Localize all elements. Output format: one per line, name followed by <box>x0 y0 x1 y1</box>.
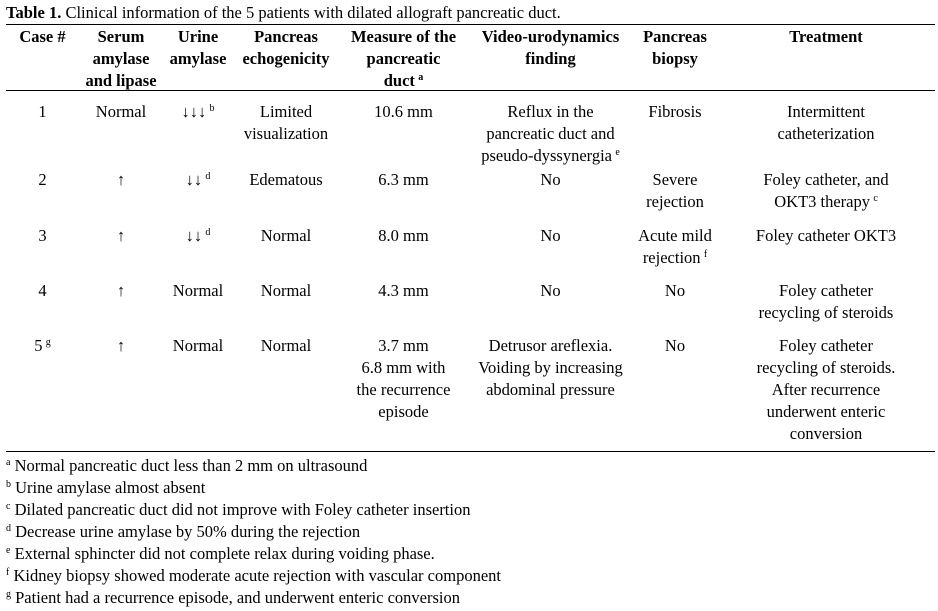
cell-line: the recurrence <box>356 380 451 399</box>
footnote <box>6 521 501 543</box>
cell-line: and lipase <box>85 71 157 90</box>
footnote <box>6 499 501 521</box>
cell-line: Urine <box>177 27 219 46</box>
cell-line: OKT3 therapy <box>774 192 870 211</box>
cell-line: Foley catheter <box>779 281 873 300</box>
footnote-mark: g <box>6 589 11 600</box>
cell-line: Normal <box>95 102 147 121</box>
cell-line: ↓↓↓ <box>181 102 207 121</box>
footnote-mark: d <box>6 523 11 534</box>
table-row <box>6 169 935 225</box>
table-row <box>6 335 935 445</box>
cell-line: 8.0 mm <box>378 226 429 245</box>
cell-line: conversion <box>789 424 863 443</box>
cell-line: 10.6 mm <box>374 102 433 121</box>
table-cell <box>233 335 339 445</box>
column-header <box>233 26 339 92</box>
table-cell <box>79 92 163 169</box>
cell-line: amylase <box>169 49 227 68</box>
cell-line: visualization <box>243 124 329 143</box>
cell-line: Measure of the <box>350 27 457 46</box>
table-cell <box>633 280 717 335</box>
footnote-text: External sphincter did not complete relax during voiding phase. <box>14 544 435 563</box>
cell-line: amylase <box>92 49 150 68</box>
cell-line: ↑ <box>116 226 126 245</box>
cell-line: 6.3 mm <box>378 170 429 189</box>
table-cell <box>717 280 935 335</box>
footnote-text: Kidney biopsy showed moderate acute rejection with vascular component <box>13 566 501 585</box>
table-cell <box>79 169 163 225</box>
cell-line: finding <box>525 49 576 68</box>
footnote-mark: c <box>6 501 11 512</box>
table-cell <box>6 92 79 169</box>
footnote-mark: f <box>6 567 10 578</box>
footnote-mark: b <box>209 103 215 114</box>
table-cell <box>79 335 163 445</box>
footnote-mark: e <box>615 147 620 158</box>
table-cell <box>233 280 339 335</box>
cell-line: ↓↓ <box>185 170 203 189</box>
cell-line: Normal <box>260 336 312 355</box>
table-cell <box>717 335 935 445</box>
footnote-mark: e <box>6 545 11 556</box>
cell-line: Treatment <box>789 27 863 46</box>
footnote-text: Urine amylase almost absent <box>15 478 206 497</box>
table-caption <box>6 3 561 23</box>
table-cell <box>233 169 339 225</box>
footnote-mark: d <box>205 171 211 182</box>
cell-line: rejection <box>646 192 704 211</box>
cell-line: abdominal pressure <box>486 380 615 399</box>
header-row <box>6 26 935 92</box>
cell-line: Detrusor areflexia. <box>488 336 613 355</box>
cell-line: No <box>540 281 561 300</box>
cell-line: No <box>540 226 561 245</box>
footnote-mark: b <box>6 479 11 490</box>
caption-label: Table 1. <box>6 3 62 22</box>
top-rule <box>6 24 935 25</box>
column-header <box>717 26 935 92</box>
table-cell <box>339 335 468 445</box>
cell-line: Case # <box>19 27 66 46</box>
caption-text: Clinical information of the 5 patients with dilated allograft pancreatic duct. <box>61 3 561 22</box>
cell-line: ↑ <box>116 170 126 189</box>
table-cell <box>633 169 717 225</box>
cell-line: Serum <box>97 27 145 46</box>
cell-line: pancreatic duct and <box>486 124 615 143</box>
table-cell <box>6 169 79 225</box>
cell-line: Normal <box>260 281 312 300</box>
cell-line: Foley catheter <box>779 336 873 355</box>
footnote-mark: g <box>45 337 51 348</box>
table-cell <box>717 169 935 225</box>
cell-line: Pancreas <box>643 27 707 46</box>
cell-line: No <box>540 170 561 189</box>
cell-line: ↑ <box>116 336 126 355</box>
cell-line: Normal <box>260 226 312 245</box>
cell-line: Edematous <box>249 170 323 189</box>
footnote-text: Patient had a recurrence episode, and underwent enteric conversion <box>15 588 460 607</box>
footnote-text: Dilated pancreatic duct did not improve with Foley catheter insertion <box>14 500 471 519</box>
cell-line: Foley catheter OKT3 <box>755 226 897 245</box>
table-body <box>6 92 935 445</box>
table-cell <box>717 92 935 169</box>
table-cell <box>79 280 163 335</box>
table-cell <box>163 169 233 225</box>
table-cell <box>717 225 935 280</box>
footnote-mark: a <box>6 457 11 468</box>
footnote <box>6 477 501 499</box>
table-cell <box>6 280 79 335</box>
cell-line: catheterization <box>777 124 875 143</box>
table-cell <box>633 225 717 280</box>
table-cell <box>468 280 633 335</box>
table-cell <box>6 225 79 280</box>
table-cell <box>468 92 633 169</box>
table-cell <box>339 280 468 335</box>
cell-line: Reflux in the <box>507 102 594 121</box>
cell-line: 3 <box>38 226 47 245</box>
footnotes <box>6 455 501 609</box>
cell-line: echogenicity <box>242 49 330 68</box>
cell-line: 4 <box>38 281 47 300</box>
cell-line: ↓↓ <box>185 226 203 245</box>
footnote <box>6 565 501 587</box>
cell-line: ↑ <box>116 281 126 300</box>
footnote-mark: c <box>873 193 878 204</box>
cell-line: 3.7 mm <box>378 336 429 355</box>
footnote-mark: f <box>703 249 708 260</box>
cell-line: Voiding by increasing <box>478 358 623 377</box>
bottom-rule <box>6 451 935 452</box>
cell-line: recycling of steroids <box>758 303 894 322</box>
cell-line: duct <box>383 71 415 90</box>
table-cell <box>633 335 717 445</box>
table-cell <box>468 169 633 225</box>
table-cell <box>6 335 79 445</box>
cell-line: biopsy <box>652 49 698 68</box>
cell-line: Fibrosis <box>648 102 702 121</box>
table-row <box>6 225 935 280</box>
cell-line: 5 <box>34 336 43 355</box>
cell-line: underwent enteric <box>766 402 886 421</box>
table-cell <box>468 225 633 280</box>
cell-line: pseudo-dyssynergia <box>481 146 612 165</box>
cell-line: Pancreas <box>254 27 318 46</box>
cell-line: pancreatic <box>366 49 441 68</box>
column-header <box>163 26 233 92</box>
column-header <box>468 26 633 92</box>
table-cell <box>233 225 339 280</box>
cell-line: 4.3 mm <box>378 281 429 300</box>
cell-line: 2 <box>38 170 47 189</box>
cell-line: Acute mild <box>638 226 712 245</box>
cell-line: Normal <box>172 336 224 355</box>
column-header <box>339 26 468 92</box>
cell-line: recycling of steroids. <box>756 358 896 377</box>
cell-line: Intermittent <box>787 102 865 121</box>
column-header <box>79 26 163 92</box>
cell-line: Video-urodynamics <box>481 27 620 46</box>
footnote-text: Decrease urine amylase by 50% during the rejection <box>15 522 361 541</box>
cell-line: episode <box>378 402 429 421</box>
footnote-mark: a <box>418 72 424 83</box>
cell-line: Severe <box>652 170 698 189</box>
clinical-table <box>6 26 935 445</box>
footnote-text: Normal pancreatic duct less than 2 mm on ultrasound <box>14 456 368 475</box>
footnote <box>6 455 501 477</box>
table-cell <box>339 225 468 280</box>
footnote-mark: d <box>205 227 211 238</box>
table-row <box>6 280 935 335</box>
column-header <box>6 26 79 92</box>
table-cell <box>79 225 163 280</box>
table-cell <box>633 92 717 169</box>
table-cell <box>339 92 468 169</box>
cell-line: 6.8 mm with <box>361 358 446 377</box>
cell-line: No <box>664 336 686 355</box>
cell-line: rejection <box>642 248 701 267</box>
footnote <box>6 587 501 609</box>
table-cell <box>468 335 633 445</box>
cell-line: Limited <box>259 102 313 121</box>
table-cell <box>163 225 233 280</box>
cell-line: 1 <box>38 102 47 121</box>
table-row <box>6 92 935 169</box>
table-cell <box>163 280 233 335</box>
footnote <box>6 543 501 565</box>
table-cell <box>163 92 233 169</box>
cell-line: Normal <box>172 281 224 300</box>
column-header <box>633 26 717 92</box>
cell-line: Foley catheter, and <box>763 170 889 189</box>
cell-line: After recurrence <box>771 380 881 399</box>
table-cell <box>233 92 339 169</box>
cell-line: No <box>664 281 686 300</box>
table-cell <box>163 335 233 445</box>
table-cell <box>339 169 468 225</box>
